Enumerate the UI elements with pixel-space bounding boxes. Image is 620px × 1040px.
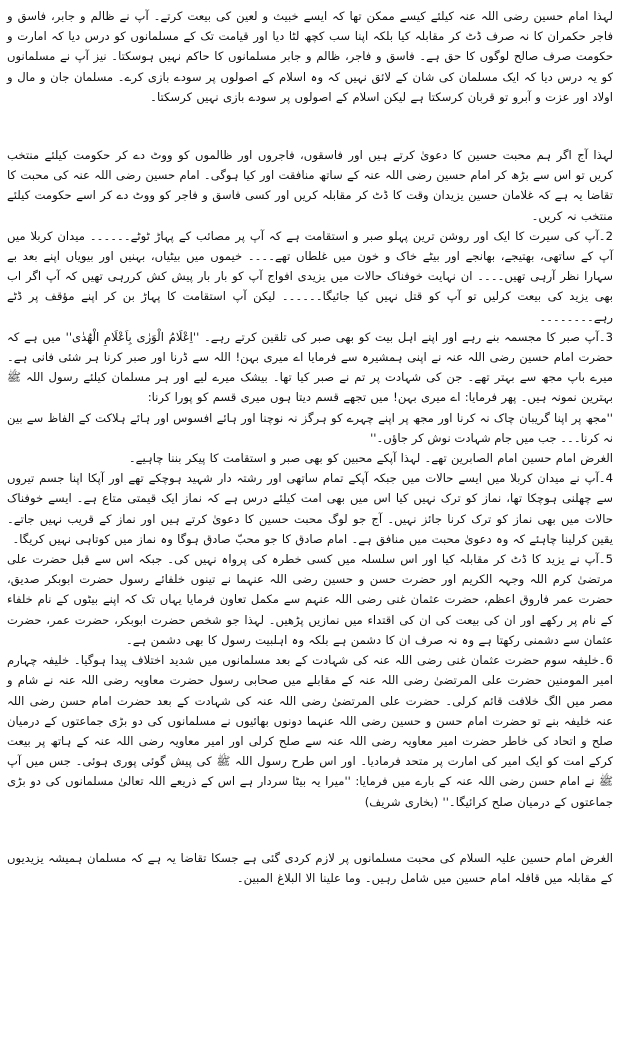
paragraph-spacer: [7, 812, 613, 848]
conclusion-paragraph: الغرض امام حسین علیہ السلام کی محبت مسلمانوں پر لازم کردی گئی ہے جسکا تقاضا یہ ہے کہ مسلمان ہمیشہ یزیدیوں کے مقابلہ میں قافلہ امام حسین میں شامل رہیں۔ وما علینا الا البلاغ المبین۔: [7, 850, 613, 885]
point-3-paragraph: 3۔آپ صبر کا مجسمہ بنے رہے اور اپنے اہل بیت کو بھی صبر کی تلقین کرتے رہے۔ ''اِعْلَامُ الْوَرٰی بِاَعْلَامِ الْھُدٰی'' میں ہے کہ حضرت امام حسین رضی اللہ عنہ نے اپنی ہمشیرہ سے فرمایا اے میری بہن! اللہ سے ڈرنا اور صبر کرنا ہر شئی فانی ہے۔ میرے باپ مجھ سے بہتر تھے۔ جن کی شہادت پر تم نے صبر کیا تھا۔ بیشک میرے لیے اور ہر مسلمان کیلئے رسول اللہ ﷺ بہترین نمونہ ہیں۔ پھر فرمایا: اے میری بہن! میں تجھے قسم دیتا ہوں میری قسم کو پورا کرنا:: [7, 329, 613, 405]
point-6-paragraph: 6۔خلیفہ سوم حضرت عثمان غنی رضی اللہ عنہ کی شہادت کے بعد مسلمانوں میں شدید اختلاف پیدا ہوگیا۔ خلیفہ چہارم امیر المومنین حضرت علی المرتضیٰ رضی اللہ عنہ کے مقابلے میں صحابی رسول حضرت معاویہ رضی اللہ عنہ نے شام و مصر میں الگ خلافت قائم کرلی۔ حضرت علی المرتضیٰ رضی اللہ عنہ کی شہادت کے بعد حضرت امام حسن رضی اللہ عنہ خلیفہ بنے تو حضرت امام حسن و حسین رضی اللہ عنہما دونوں بھائیوں نے مسلمانوں کی دو بڑی جماعتوں کے درمیان صلح و اتحاد کی خاطر حضرت امیر معاویہ رضی اللہ عنہ سے صلح کرلی اور امیر معاویہ رضی اللہ عنہ کے ہاتھ پر بیعت کرکے امت کو ایک امیر کی امارت پر متحد فرمادیا۔ اور اس طرح رسول اللہ ﷺ کی پیش گوئی پوری ہوئی۔ جس میں آپ ﷺ نے امام حسن رضی اللہ عنہ کے بارے میں فرمایا: ''میرا یہ بیٹا سردار ہے اس کے ذریعے اللہ تعالیٰ مسلمانوں کی دو بڑی جماعتوں کے درمیان صلح کرائیگا۔'' (بخاری شریف): [7, 653, 613, 809]
summary-sabr-paragraph: الغرض امام حسین امام الصابرین تھے۔ لہذا آپکے محبین کو بھی صبر و استقامت کا پیکر بننا چاہیے۔: [128, 451, 613, 466]
quoted-will: ''مجھ پر اپنا گریبان چاک نہ کرنا اور مجھ پر اپنے چہرے کو ہرگز نہ نوچنا اور ہائے افسوس اور ہائے ہلاکت کے الفاظ سے بین نہ کرنا۔۔۔ جب میں جام شہادت نوش کر جاؤں۔'': [7, 410, 613, 445]
point-2-paragraph: 2۔آپ کی سیرت کا ایک اور روشن ترین پہلو صبر و استقامت ہے کہ آپ پر مصائب کے پہاڑ ٹوٹے۔۔۔۔۔۔ میدان کربلا میں آپ کے ساتھی، بھتیجے، بھانجے اور بیٹے خاک و خون میں غلطاں تھے۔۔۔۔ خیموں میں بیٹیاں، بہنیں اور بیویاں اپنے بعد بے سہارا نظر آرہی تھیں۔۔۔۔ ان نہایت خوفناک حالات میں یزیدی افواج آپ کو بار بار پیش کش کررہی تھیں کہ آپ اگر اب بھی یزید کی بیعت کرلیں تو آپ کو قتل نہیں کیا جائیگا۔۔۔۔۔۔ لیکن آپ استقامت کا پہاڑ بن کر اپنے مؤقف پر ڈٹے رہے۔۔۔۔۔۔۔۔: [7, 228, 613, 324]
today-paragraph: لہذا آج اگر ہم محبت حسین کا دعویٰ کرتے ہیں اور فاسقوں، فاجروں اور ظالموں کو ووٹ دے کر حکومت کیلئے منتخب کریں تو اس سے بڑھ کر امام حسین رضی اللہ عنہ کے ساتھ منافقت اور کیا ہوگی۔ امام حسین رضی اللہ عنہ کی محبت کا تقاضا یہ ہے کہ غلامان حسین یزیدان وقت کا ڈٹ کر مقابلہ کریں اور کسی فاسق و فاجر کو ووٹ دے کر اسے حکومت کیلئے منتخب نہ کریں۔: [7, 148, 613, 223]
intro-paragraph: لہذا امام حسین رضی اللہ عنہ کیلئے کیسے ممکن تھا کہ ایسے خبیث و لعین کی بیعت کرتے۔ آپ نے ظالم و جابر، فاسق و فاجر حکمران کا نہ صرف ڈٹ کر مقابلہ کیا بلکہ اپنا سب کچھ لٹا دیا اور قیامت تک کے مسلمانوں کو درس دیا کہ امارت و حکومت صرف صالح لوگوں کا حق ہے۔ فاسق و فاجر، ظالم و جابر مسلمانوں کا حاکم نہیں ہوسکتا۔ نیز آپ نے مسلمانوں کو یہ درس دیا کہ ایک مسلمان کی شان کے لائق نہیں کہ وہ اسلام کے اصولوں پر سودے بازی کرے۔ مسلمان جان و مال و اولاد اور عزت و آبرو تو قربان کرسکتا ہے لیکن اسلام کے اصولوں پر سودے بازی نہیں کرسکتا۔: [7, 9, 613, 104]
paragraph-spacer: [7, 107, 613, 145]
point-4-paragraph: 4۔آپ نے میدان کربلا میں ایسے حالات میں جبکہ آپکے تمام ساتھی اور رشتہ دار شہید ہوچکے تھے اور آپکا اپنا جسم تیروں سے چھلنی ہوچکا تھا، نماز کو ترک نہیں کیا اس میں بھی امت کیلئے درس ہے کہ نماز ایک قیمتی متاع ہے۔ ایسے خوفناک حالات میں بھی نماز کو ترک کرنا جائز نہیں۔ آج جو لوگ محبت حسین کا دعویٰ کرتے ہیں اور نماز کے قریب نہیں جاتے۔ یقین کرلینا چاہئے کہ وہ دعویٰ محبت میں منافق ہے۔ امام صادق کا جو محبّ صادق ہوگا وہ نماز میں کوتاہی نہیں کریگا۔: [7, 471, 613, 546]
point-5-paragraph: 5۔آپ نے یزید کا ڈٹ کر مقابلہ کیا اور اس سلسلہ میں کسی خطرہ کی پرواہ نہیں کی۔ جبکہ اس سے قبل حضرت علی مرتضیٰ کرم اللہ وجہہ الکریم اور حضرت حسن و حسین رضی اللہ عنہما نے تینوں خلفائے رسول حضرت ابوبکر صدیق، حضرت عمر فاروق اعظم، حضرت عثمان غنی رضی اللہ عنہم سے مکمل تعاون فرمایا یہاں تک کہ اپنے بیٹوں کے نام خلفاء کے نام پر رکھے اور ان کی بیعت کی ان کی اقتداء میں نمازیں پڑھیں۔ لہذا جو شخص حضرت ابوبکر، حضرت عمر، حضرت عثمان سے دشمنی رکھتا ہے وہ نہ صرف ان کا دشمن ہے بلکہ وہ اہلبیت رسول کا بھی دشمن ہے۔: [7, 552, 613, 647]
